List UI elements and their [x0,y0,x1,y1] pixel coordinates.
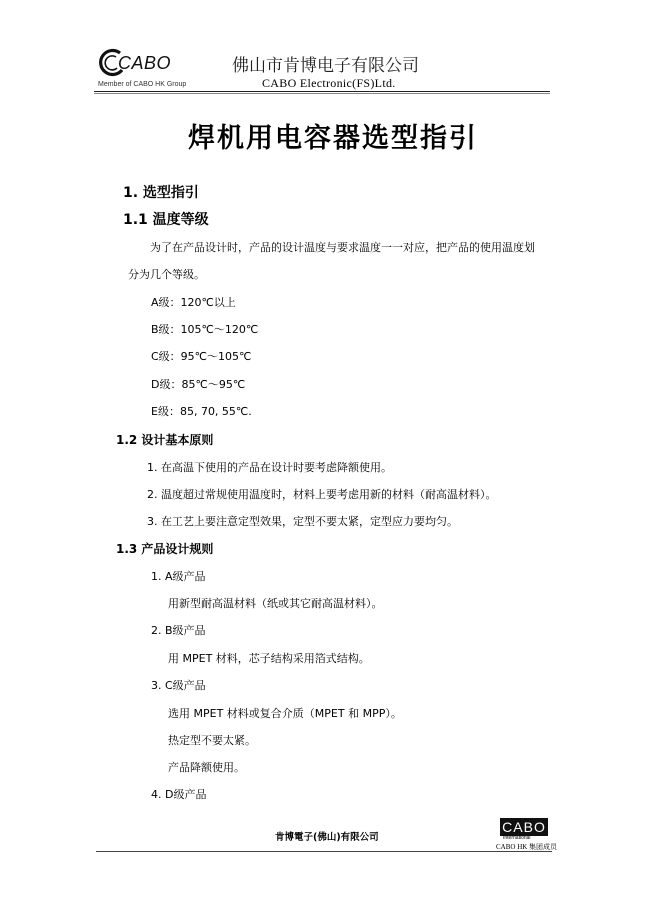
grade-d: D级：85℃～95℃ [151,378,246,391]
rule-title: 4. D级产品 [151,788,207,801]
rule-title: 3. C级产品 [151,679,206,692]
rule-line: 用新型耐高温材料（纸或其它耐高温材料）。 [168,597,383,610]
company-name-cn: 佛山市肯博电子有限公司 [232,56,419,76]
footer-logo-member: CABO HK 集团成员 [496,843,558,851]
rule-line: 选用 MPET 材料或复合介质（MPET 和 MPP）。 [168,707,402,720]
section-1-1-heading: 1.1 温度等级 [123,212,209,228]
logo-member-text: Member of CABO HK Group [98,81,187,88]
principle-item: 1. 在高温下使用的产品在设计时要考虑降额使用。 [147,461,392,474]
header-divider [94,91,550,92]
company-name-en: CABO Electronic(FS)Ltd. [262,76,396,90]
grade-a: A级：120℃以上 [151,296,236,309]
principle-item: 2. 温度超过常规使用温度时，材料上要考虑用新的材料（耐高温材料）。 [147,488,497,501]
logo-text: CABO [118,53,172,73]
header-divider-secondary [94,93,550,94]
footer-company: 肯博電子(佛山)有限公司 [275,832,379,843]
company-logo [92,46,202,92]
rule-line: 热定型不要太紧。 [168,734,256,747]
grade-c: C级：95℃～105℃ [151,350,252,363]
rule-line: 用 MPET 材料，芯子结构采用箔式结构。 [168,652,370,665]
paragraph-line: 为了在产品设计时，产品的设计温度与要求温度一一对应，把产品的使用温度划 [150,241,535,254]
footer-logo-international: International [503,835,531,841]
footer-logo: CABO [500,818,548,836]
document-title: 焊机用电容器选型指引 [188,123,478,154]
section-1-heading: 1. 选型指引 [123,185,199,201]
principle-item: 3. 在工艺上要注意定型效果，定型不要太紧，定型应力要均匀。 [147,515,458,528]
footer-divider [96,851,552,852]
paragraph-line: 分为几个等级。 [128,268,205,281]
rule-title: 2. B级产品 [151,624,206,637]
grade-e: E级：85, 70, 55℃. [151,405,252,418]
rule-title: 1. A级产品 [151,570,206,583]
grade-b: B级：105℃～120℃ [151,323,259,336]
section-1-3-heading: 1.3 产品设计规则 [116,542,214,556]
section-1-2-heading: 1.2 设计基本原则 [116,433,214,447]
rule-line: 产品降额使用。 [168,761,245,774]
